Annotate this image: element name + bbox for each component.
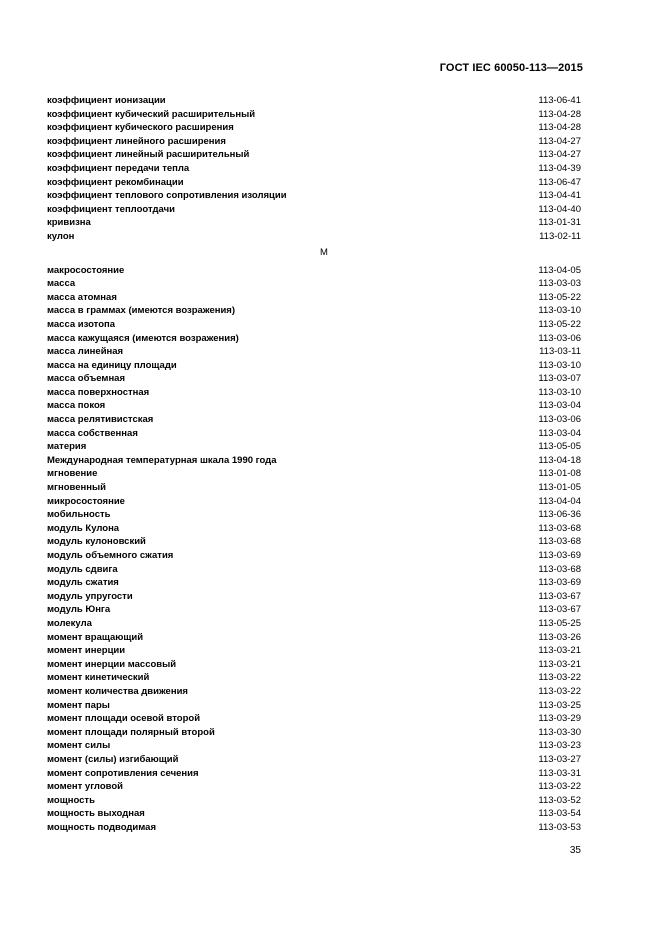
entry-code: 113-05-05 bbox=[538, 441, 581, 453]
entry-term: модуль объемного сжатия bbox=[47, 550, 174, 561]
index-entry bbox=[47, 726, 581, 740]
index-entry bbox=[47, 277, 581, 291]
entry-code: 113-03-30 bbox=[538, 726, 581, 738]
entry-term: момент кинетический bbox=[47, 672, 150, 684]
index-entry bbox=[47, 671, 581, 685]
entry-term: мощность подводимая bbox=[47, 821, 156, 833]
index-entry bbox=[47, 631, 581, 645]
entry-code: 113-04-40 bbox=[538, 203, 581, 215]
index-entry bbox=[47, 821, 581, 835]
entry-term: коэффициент линейный расширительный bbox=[47, 149, 250, 161]
entry-term: материя bbox=[47, 441, 87, 453]
entry-term: коэффициент ионизации bbox=[47, 95, 166, 106]
index-entry bbox=[47, 440, 581, 454]
index-entry bbox=[47, 413, 581, 427]
index-entry bbox=[47, 216, 581, 230]
index-entry bbox=[47, 603, 581, 617]
index-entry bbox=[47, 508, 581, 522]
index-entry bbox=[47, 291, 581, 305]
index-entry bbox=[47, 590, 581, 604]
entry-code: 113-03-68 bbox=[538, 522, 581, 534]
entry-code: 113-06-41 bbox=[538, 95, 581, 106]
entry-code: 113-03-23 bbox=[538, 740, 581, 752]
index-entry bbox=[47, 549, 581, 563]
entry-code: 113-03-27 bbox=[538, 753, 581, 765]
entry-code: 113-04-28 bbox=[538, 122, 581, 134]
entry-code: 113-04-27 bbox=[538, 149, 581, 161]
entry-code: 113-02-11 bbox=[539, 230, 581, 242]
entry-term: молекула bbox=[47, 617, 92, 629]
entry-code: 113-03-06 bbox=[538, 332, 581, 344]
entry-term: момент сопротивления сечения bbox=[47, 767, 199, 779]
entry-term: момент угловой bbox=[47, 781, 123, 793]
index-entry bbox=[47, 454, 581, 468]
entry-code: 113-03-06 bbox=[538, 414, 581, 426]
entry-code: 113-03-22 bbox=[538, 781, 581, 793]
entry-code: 113-03-31 bbox=[538, 767, 581, 779]
entry-term: микросостояние bbox=[47, 495, 125, 507]
entry-code: 113-03-22 bbox=[538, 685, 581, 697]
entry-code: 113-03-54 bbox=[538, 808, 581, 820]
index-entry bbox=[47, 685, 581, 699]
entry-term: Международная температурная шкала 1990 года bbox=[47, 454, 277, 466]
index-entry bbox=[47, 203, 581, 217]
index-entry bbox=[47, 332, 581, 346]
entry-term: модуль кулоновский bbox=[47, 536, 146, 548]
entry-term: момент инерции bbox=[47, 645, 126, 657]
entry-term: масса изотопа bbox=[47, 318, 116, 330]
entry-term: момент площади полярный второй bbox=[47, 726, 215, 738]
entry-code: 113-03-52 bbox=[538, 794, 581, 806]
index-entry bbox=[47, 94, 581, 108]
entry-code: 113-05-22 bbox=[538, 291, 581, 303]
entry-term: масса кажущаяся (имеются возражения) bbox=[47, 332, 239, 344]
index-entry bbox=[47, 108, 581, 122]
index-entry bbox=[47, 176, 581, 190]
entry-code: 113-03-29 bbox=[538, 713, 581, 725]
index-entry bbox=[47, 230, 581, 244]
index-entry bbox=[47, 658, 581, 672]
index-entry bbox=[47, 121, 581, 135]
entry-term: масса на единицу площади bbox=[47, 359, 177, 371]
index-entry bbox=[47, 304, 581, 318]
index-entry bbox=[47, 794, 581, 808]
entry-term: масса в граммах (имеются возражения) bbox=[47, 305, 236, 317]
entry-term: коэффициент линейного расширения bbox=[47, 135, 226, 147]
entry-term: масса собственная bbox=[47, 427, 138, 439]
entry-code: 113-05-25 bbox=[538, 617, 581, 629]
entry-code: 113-03-03 bbox=[538, 278, 581, 290]
page-number: 35 bbox=[569, 845, 581, 856]
entry-code: 113-03-26 bbox=[538, 631, 581, 643]
entry-code: 113-03-10 bbox=[538, 305, 581, 317]
entry-term: масса объемная bbox=[47, 373, 126, 385]
index-entry bbox=[47, 386, 581, 400]
entry-term: мобильность bbox=[47, 509, 111, 521]
entry-term: модуль упругости bbox=[47, 590, 133, 602]
entry-code: 113-03-69 bbox=[538, 550, 581, 561]
entry-term: момент площади осевой второй bbox=[47, 713, 201, 725]
index-entry bbox=[47, 753, 581, 767]
entry-code: 113-06-47 bbox=[538, 176, 581, 188]
entry-term: масса bbox=[47, 278, 76, 290]
index-entry bbox=[47, 644, 581, 658]
entry-code: 113-03-22 bbox=[538, 672, 581, 684]
entry-code: 113-03-07 bbox=[538, 373, 581, 385]
index-entry bbox=[47, 399, 581, 413]
entry-term: мощность bbox=[47, 794, 95, 806]
index-entry bbox=[47, 148, 581, 162]
entry-term: макросостояние bbox=[47, 264, 125, 276]
entry-code: 113-01-31 bbox=[538, 217, 581, 229]
index-entry bbox=[47, 264, 581, 278]
entry-term: масса атомная bbox=[47, 291, 117, 303]
index-entry bbox=[47, 576, 581, 590]
index-entry bbox=[47, 162, 581, 176]
entry-code: 113-03-10 bbox=[538, 386, 581, 398]
document-header: ГОСТ IEC 60050-113—2015 bbox=[439, 62, 583, 74]
entry-term: коэффициент теплоотдачи bbox=[47, 203, 175, 215]
entry-term: момент (силы) изгибающий bbox=[47, 753, 179, 765]
entry-code: 113-03-69 bbox=[538, 577, 581, 589]
entry-term: модуль Юнга bbox=[47, 604, 111, 616]
entry-term: коэффициент теплового сопротивления изоляции bbox=[47, 190, 287, 202]
entry-term: коэффициент кубического расширения bbox=[47, 122, 234, 134]
index-entry bbox=[47, 807, 581, 821]
entry-code: 113-04-04 bbox=[538, 495, 581, 507]
index-entry bbox=[47, 135, 581, 149]
entry-term: модуль Кулона bbox=[47, 522, 120, 534]
entry-term: коэффициент рекомбинации bbox=[47, 176, 184, 188]
entry-term: момент количества движения bbox=[47, 685, 188, 697]
entry-code: 113-04-18 bbox=[538, 454, 581, 466]
entry-term: масса поверхностная bbox=[47, 386, 150, 398]
index-entry bbox=[47, 345, 581, 359]
entry-code: 113-04-27 bbox=[538, 135, 581, 147]
entry-code: 113-03-25 bbox=[538, 699, 581, 711]
entry-term: мощность выходная bbox=[47, 808, 145, 820]
entry-code: 113-03-04 bbox=[538, 400, 581, 412]
index-entry bbox=[47, 427, 581, 441]
entry-term: модуль сжатия bbox=[47, 577, 119, 589]
entry-code: 113-01-05 bbox=[538, 482, 581, 494]
index-entry bbox=[47, 780, 581, 794]
entry-term: кривизна bbox=[47, 217, 91, 229]
index-entry bbox=[47, 372, 581, 386]
entry-term: мгновение bbox=[47, 468, 98, 480]
index-entry bbox=[47, 739, 581, 753]
entry-code: 113-04-05 bbox=[538, 264, 581, 276]
index-entry bbox=[47, 563, 581, 577]
entry-code: 113-03-67 bbox=[538, 604, 581, 616]
entry-code: 113-03-68 bbox=[538, 563, 581, 575]
entry-code: 113-03-11 bbox=[539, 346, 581, 358]
entry-code: 113-03-21 bbox=[538, 658, 581, 670]
index-entry bbox=[47, 359, 581, 373]
entry-code: 113-03-04 bbox=[538, 427, 581, 439]
entry-code: 113-01-08 bbox=[538, 468, 581, 480]
index-entry bbox=[47, 712, 581, 726]
section-m-list bbox=[47, 264, 581, 835]
entry-code: 113-03-67 bbox=[538, 590, 581, 602]
entry-term: кулон bbox=[47, 230, 75, 242]
entry-code: 113-05-22 bbox=[538, 318, 581, 330]
entry-code: 113-03-10 bbox=[538, 359, 581, 371]
entry-term: масса покоя bbox=[47, 400, 106, 412]
entry-code: 113-04-39 bbox=[538, 162, 581, 174]
index-entry bbox=[47, 495, 581, 509]
index-entry bbox=[47, 481, 581, 495]
index-entry bbox=[47, 522, 581, 536]
entry-code: 113-04-41 bbox=[538, 190, 581, 202]
entry-code: 113-03-21 bbox=[538, 645, 581, 657]
entry-code: 113-06-36 bbox=[538, 509, 581, 521]
index-entry bbox=[47, 318, 581, 332]
term-index bbox=[47, 94, 581, 834]
section-letter-m: М bbox=[320, 246, 328, 258]
entry-term: масса линейная bbox=[47, 346, 124, 358]
entry-code: 113-03-68 bbox=[538, 536, 581, 548]
entry-term: момент силы bbox=[47, 740, 111, 752]
index-entry bbox=[47, 767, 581, 781]
entry-term: масса релятивистская bbox=[47, 414, 154, 426]
entry-term: мгновенный bbox=[47, 482, 106, 494]
entry-code: 113-04-28 bbox=[538, 108, 581, 120]
entry-term: коэффициент кубический расширительный bbox=[47, 108, 256, 120]
index-entry bbox=[47, 699, 581, 713]
index-entry bbox=[47, 535, 581, 549]
entry-term: модуль сдвига bbox=[47, 563, 118, 575]
entry-code: 113-03-53 bbox=[538, 821, 581, 833]
index-entry bbox=[47, 617, 581, 631]
entry-term: момент пары bbox=[47, 699, 110, 711]
index-entry bbox=[47, 467, 581, 481]
entry-term: момент инерции массовый bbox=[47, 658, 177, 670]
entry-term: момент вращающий bbox=[47, 631, 144, 643]
index-entry bbox=[47, 189, 581, 203]
section-k-list bbox=[47, 94, 581, 244]
entry-term: коэффициент передачи тепла bbox=[47, 162, 190, 174]
